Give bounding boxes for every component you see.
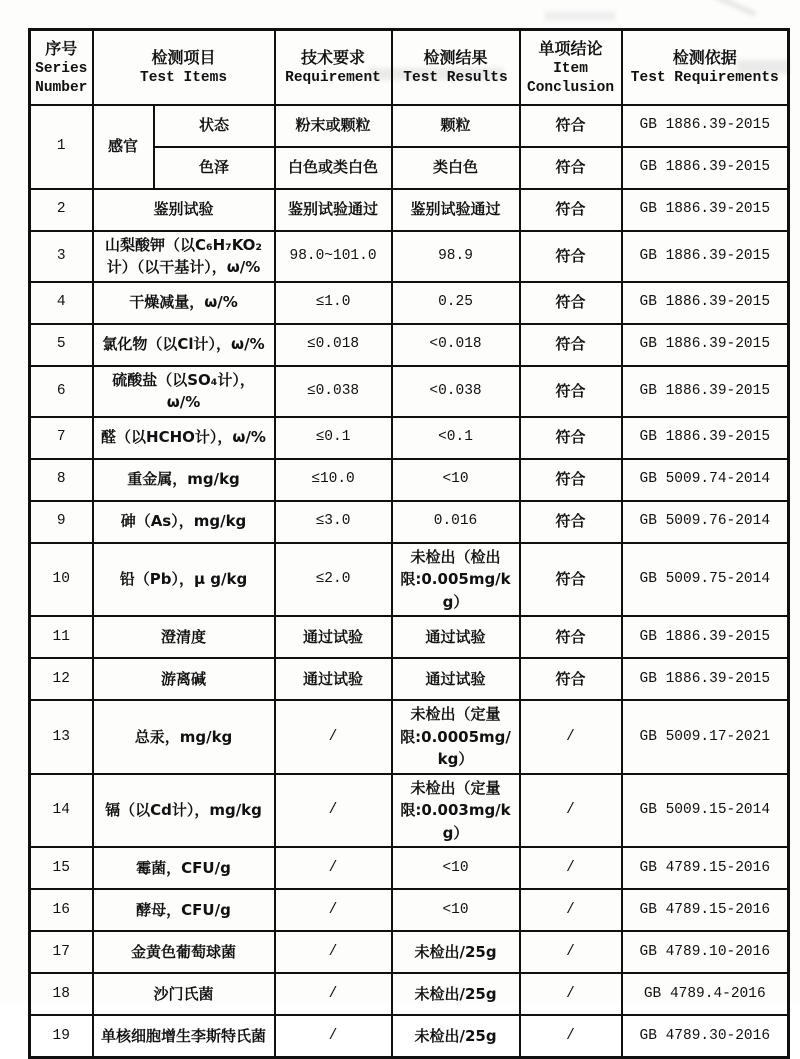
table-row	[30, 282, 789, 324]
cell-series-number: 14	[30, 774, 93, 848]
table-row	[30, 847, 789, 889]
cell-conclusion: /	[520, 1015, 622, 1057]
cell-basis: GB 4789.10-2016	[622, 931, 789, 973]
cell-series-number: 1	[30, 105, 93, 189]
header-row	[30, 30, 789, 105]
cell-basis: GB 5009.15-2014	[622, 774, 789, 848]
cell-item: 干燥减量，ω/%	[93, 282, 275, 324]
cell-result: <10	[392, 889, 520, 931]
header-test-requirements-zh: 检测依据	[672, 48, 737, 68]
cell-item: 山梨酸钾（以C₆H₇KO₂计）（以干基计），ω/%	[93, 231, 275, 282]
cell-result: 未检出/25g	[392, 931, 520, 973]
cell-requirement: /	[275, 700, 392, 774]
cell-requirement: ≤2.0	[275, 543, 392, 617]
cell-series-number: 17	[30, 931, 93, 973]
cell-item: 游离碱	[93, 658, 275, 700]
cell-basis: GB 1886.39-2015	[622, 417, 789, 459]
header-test-requirements	[622, 30, 789, 105]
header-test-results	[392, 30, 520, 105]
cell-conclusion: 符合	[520, 231, 622, 282]
header-test-requirements-en: Test Requirements	[630, 70, 779, 87]
table-row	[30, 931, 789, 973]
cell-basis: GB 1886.39-2015	[622, 282, 789, 324]
table-row	[30, 366, 789, 417]
table-row	[30, 189, 789, 231]
cell-conclusion: /	[520, 774, 622, 848]
cell-series-number: 2	[30, 189, 93, 231]
cell-item: 重金属，mg/kg	[93, 459, 275, 501]
cell-series-number: 6	[30, 366, 93, 417]
cell-sub-item: 色泽	[154, 147, 275, 189]
cell-requirement: 通过试验	[275, 616, 392, 658]
cell-basis: GB 4789.4-2016	[622, 973, 789, 1015]
table-row	[30, 616, 789, 658]
cell-item: 霉菌，CFU/g	[93, 847, 275, 889]
cell-requirement: 98.0~101.0	[275, 231, 392, 282]
cell-result: <10	[392, 459, 520, 501]
cell-basis: GB 5009.17-2021	[622, 700, 789, 774]
table-row	[30, 324, 789, 366]
cell-result: 98.9	[392, 231, 520, 282]
cell-item: 沙门氏菌	[93, 973, 275, 1015]
cell-conclusion: /	[520, 700, 622, 774]
header-series-number-en: Series Number	[35, 61, 88, 96]
cell-series-number: 3	[30, 231, 93, 282]
cell-conclusion: /	[520, 847, 622, 889]
cell-series-number: 19	[30, 1015, 93, 1057]
cell-item: 硫酸盐（以SO₄计），ω/%	[93, 366, 275, 417]
cell-item-group: 感官	[93, 105, 154, 189]
cell-series-number: 5	[30, 324, 93, 366]
cell-conclusion: /	[520, 973, 622, 1015]
cell-item: 镉（以Cd计），mg/kg	[93, 774, 275, 848]
cell-series-number: 12	[30, 658, 93, 700]
cell-basis: GB 4789.15-2016	[622, 847, 789, 889]
cell-requirement: ≤10.0	[275, 459, 392, 501]
cell-item: 总汞，mg/kg	[93, 700, 275, 774]
cell-basis: GB 5009.76-2014	[622, 501, 789, 543]
cell-requirement: ≤0.038	[275, 366, 392, 417]
table-row	[30, 105, 789, 147]
cell-basis: GB 5009.75-2014	[622, 543, 789, 617]
cell-item: 铅（Pb），μ g/kg	[93, 543, 275, 617]
cell-basis: GB 1886.39-2015	[622, 231, 789, 282]
cell-series-number: 7	[30, 417, 93, 459]
cell-requirement: ≤3.0	[275, 501, 392, 543]
header-requirement	[275, 30, 392, 105]
cell-requirement: 通过试验	[275, 658, 392, 700]
cell-item: 酵母，CFU/g	[93, 889, 275, 931]
cell-item: 澄清度	[93, 616, 275, 658]
header-test-items-zh: 检测项目	[151, 48, 216, 68]
cell-result: 未检出/25g	[392, 973, 520, 1015]
cell-conclusion: 符合	[520, 459, 622, 501]
cell-sub-item: 状态	[154, 105, 275, 147]
cell-result: 未检出（定量限:0.0005mg/kg）	[392, 700, 520, 774]
table-row	[30, 543, 789, 617]
cell-requirement: ≤0.1	[275, 417, 392, 459]
cell-requirement: /	[275, 1015, 392, 1057]
cell-series-number: 8	[30, 459, 93, 501]
cell-basis: GB 1886.39-2015	[622, 658, 789, 700]
cell-result: 通过试验	[392, 658, 520, 700]
cell-requirement: ≤0.018	[275, 324, 392, 366]
cell-basis: GB 1886.39-2015	[622, 147, 789, 189]
cell-series-number: 18	[30, 973, 93, 1015]
cell-result: <0.018	[392, 324, 520, 366]
cell-requirement: /	[275, 973, 392, 1015]
header-series-number-zh: 序号	[45, 38, 78, 58]
cell-result: <10	[392, 847, 520, 889]
cell-series-number: 13	[30, 700, 93, 774]
cell-basis: GB 5009.74-2014	[622, 459, 789, 501]
table-row	[30, 501, 789, 543]
cell-requirement: 白色或类白色	[275, 147, 392, 189]
cell-series-number: 9	[30, 501, 93, 543]
cell-conclusion: 符合	[520, 366, 622, 417]
cell-item: 醛（以HCHO计），ω/%	[93, 417, 275, 459]
header-item-conclusion	[520, 30, 622, 105]
table-row	[30, 1015, 789, 1057]
table-header	[30, 30, 789, 105]
cell-requirement: /	[275, 889, 392, 931]
table-row	[30, 231, 789, 282]
cell-requirement: 鉴别试验通过	[275, 189, 392, 231]
cell-item: 砷（As），mg/kg	[93, 501, 275, 543]
cell-result: 鉴别试验通过	[392, 189, 520, 231]
cell-series-number: 15	[30, 847, 93, 889]
table-row	[30, 774, 789, 848]
header-test-items-en: Test Items	[140, 70, 228, 87]
cell-result: 颗粒	[392, 105, 520, 147]
header-test-items	[93, 30, 275, 105]
cell-series-number: 16	[30, 889, 93, 931]
cell-conclusion: /	[520, 931, 622, 973]
cell-result: 通过试验	[392, 616, 520, 658]
cell-series-number: 11	[30, 616, 93, 658]
cell-basis: GB 4789.30-2016	[622, 1015, 789, 1057]
header-series-number	[30, 30, 93, 105]
cell-basis: GB 4789.15-2016	[622, 889, 789, 931]
header-item-conclusion-en: Item Conclusion	[527, 61, 615, 96]
results-table-body	[30, 105, 789, 1058]
cell-item: 单核细胞增生李斯特氏菌	[93, 1015, 275, 1057]
header-requirement-zh: 技术要求	[301, 48, 366, 68]
cell-conclusion: 符合	[520, 616, 622, 658]
cell-basis: GB 1886.39-2015	[622, 105, 789, 147]
cell-conclusion: 符合	[520, 189, 622, 231]
header-requirement-en: Requirement	[285, 70, 381, 87]
cell-basis: GB 1886.39-2015	[622, 189, 789, 231]
table-row	[30, 417, 789, 459]
cell-result: 0.25	[392, 282, 520, 324]
cell-conclusion: 符合	[520, 282, 622, 324]
cell-conclusion: 符合	[520, 417, 622, 459]
header-test-results-en: Test Results	[403, 70, 508, 87]
scan-smudge	[701, 0, 756, 17]
table-row	[30, 973, 789, 1015]
cell-conclusion: 符合	[520, 658, 622, 700]
scan-smudge	[545, 12, 615, 20]
table-row	[30, 889, 789, 931]
cell-basis: GB 1886.39-2015	[622, 366, 789, 417]
cell-result: 0.016	[392, 501, 520, 543]
cell-conclusion: 符合	[520, 147, 622, 189]
cell-basis: GB 1886.39-2015	[622, 616, 789, 658]
cell-requirement: 粉末或颗粒	[275, 105, 392, 147]
cell-result: 未检出/25g	[392, 1015, 520, 1057]
cell-result: 类白色	[392, 147, 520, 189]
cell-series-number: 10	[30, 543, 93, 617]
cell-result: <0.1	[392, 417, 520, 459]
cell-requirement: /	[275, 847, 392, 889]
cell-result: 未检出（检出限:0.005mg/kg）	[392, 543, 520, 617]
cell-basis: GB 1886.39-2015	[622, 324, 789, 366]
cell-series-number: 4	[30, 282, 93, 324]
table-row	[30, 459, 789, 501]
cell-conclusion: /	[520, 889, 622, 931]
cell-conclusion: 符合	[520, 324, 622, 366]
header-item-conclusion-zh: 单项结论	[538, 38, 603, 58]
cell-conclusion: 符合	[520, 543, 622, 617]
cell-item: 鉴别试验	[93, 189, 275, 231]
cell-requirement: /	[275, 931, 392, 973]
cell-conclusion: 符合	[520, 105, 622, 147]
cell-conclusion: 符合	[520, 501, 622, 543]
table-row	[30, 658, 789, 700]
cell-requirement: ≤1.0	[275, 282, 392, 324]
cell-item: 氯化物（以Cl计），ω/%	[93, 324, 275, 366]
table-row	[30, 700, 789, 774]
cell-result: <0.038	[392, 366, 520, 417]
cell-result: 未检出（定量限:0.003mg/kg）	[392, 774, 520, 848]
header-test-results-zh: 检测结果	[423, 48, 488, 68]
test-report-table	[28, 28, 790, 1059]
cell-item: 金黄色葡萄球菌	[93, 931, 275, 973]
cell-requirement: /	[275, 774, 392, 848]
